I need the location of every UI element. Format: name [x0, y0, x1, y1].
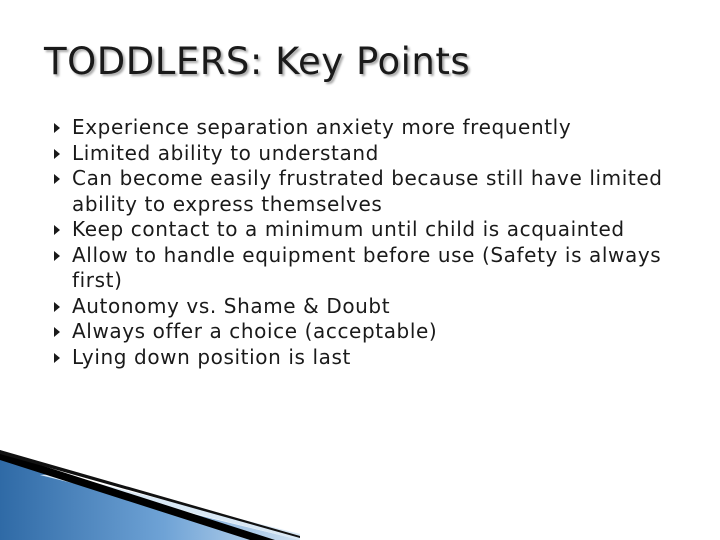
bullet-item	[52, 141, 672, 167]
bullet-text: Always offer a choice (acceptable)	[72, 319, 438, 343]
bullet-item	[52, 294, 672, 320]
bullet-list	[52, 115, 672, 370]
bullet-item	[52, 166, 672, 217]
triangle-right-icon	[54, 123, 60, 133]
bullet-text: Keep contact to a minimum until child is acquainted	[72, 217, 625, 241]
triangle-right-icon	[54, 174, 60, 184]
triangle-right-icon	[54, 327, 60, 337]
bullet-item	[52, 217, 672, 243]
bullet-text: Autonomy vs. Shame & Doubt	[72, 293, 391, 318]
bullet-item	[52, 345, 672, 371]
bullet-text: Can become easily frustrated because still have limited ability to express themselves	[72, 166, 663, 216]
bullet-text: Allow to handle equipment before use (Safety is always first)	[72, 242, 662, 292]
corner-stripe-decoration	[0, 450, 300, 540]
triangle-right-icon	[54, 225, 60, 235]
triangle-right-icon	[54, 353, 60, 363]
triangle-right-icon	[54, 149, 60, 159]
triangle-right-icon	[54, 251, 60, 261]
bullet-text: Lying down position is last	[72, 344, 351, 369]
bullet-item	[52, 319, 672, 345]
triangle-right-icon	[54, 302, 60, 312]
bullet-text: Limited ability to understand	[72, 140, 379, 165]
bullet-item	[52, 115, 672, 141]
bullet-item	[52, 243, 672, 294]
bullet-text: Experience separation anxiety more frequently	[72, 115, 572, 139]
slide-title: TODDLERS: Key Points	[44, 40, 471, 83]
